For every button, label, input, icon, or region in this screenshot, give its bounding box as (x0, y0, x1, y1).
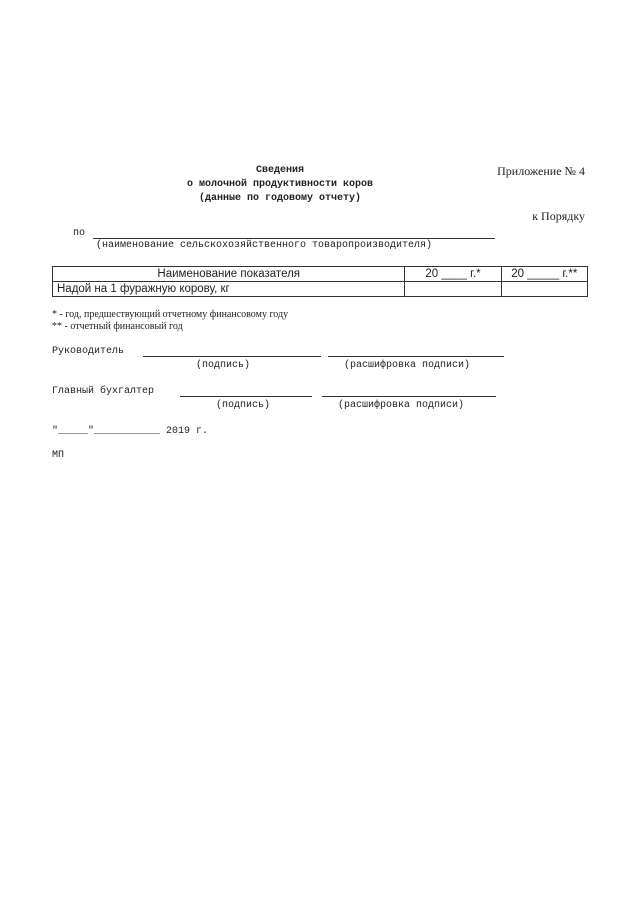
doc-title: Сведения (255, 165, 304, 176)
accountant-label: Главный бухгалтер (52, 386, 155, 397)
appendix-order: к Порядку (532, 209, 585, 223)
appendix-number: Приложение № 4 (497, 164, 585, 178)
table-cell-report-year[interactable] (501, 282, 587, 297)
accountant-decode-line[interactable] (322, 396, 496, 397)
doc-subtitle-note: (данные по годовому отчету) (198, 193, 362, 204)
table-header-indicator: Наименование показателя (53, 267, 405, 282)
accountant-sign-line[interactable] (180, 396, 312, 397)
accountant-sign-caption: (подпись) (216, 400, 271, 411)
producer-caption: (наименование сельскохозяйственного товаропроизводителя) (96, 240, 433, 251)
stamp-placeholder: МП (52, 450, 65, 461)
doc-subtitle: о молочной продуктивности коров (186, 179, 374, 190)
table-header-prev-year: 20 ____ г.* (405, 267, 501, 282)
head-decode-caption: (расшифровка подписи) (344, 360, 471, 371)
head-decode-line[interactable] (328, 356, 504, 357)
date-line[interactable]: "_____"___________ 2019 г. (52, 426, 209, 437)
producer-name-line[interactable] (93, 238, 495, 239)
producer-prefix: по (73, 228, 86, 239)
head-sign-line[interactable] (143, 356, 321, 357)
footnote-prev-year: * - год, предшествующий отчетному финансовому году (52, 309, 289, 320)
indicator-table (52, 266, 588, 297)
table-header-report-year: 20 _____ г.** (501, 267, 587, 282)
accountant-decode-caption: (расшифровка подписи) (338, 400, 465, 411)
table-header-row (53, 267, 588, 282)
head-label: Руководитель (52, 346, 125, 357)
head-sign-caption: (подпись) (196, 360, 251, 371)
footnote-report-year: ** - отчетный финансовый год (52, 321, 183, 332)
table-cell-indicator: Надой на 1 фуражную корову, кг (53, 282, 405, 297)
table-cell-prev-year[interactable] (405, 282, 501, 297)
table-row (53, 282, 588, 297)
